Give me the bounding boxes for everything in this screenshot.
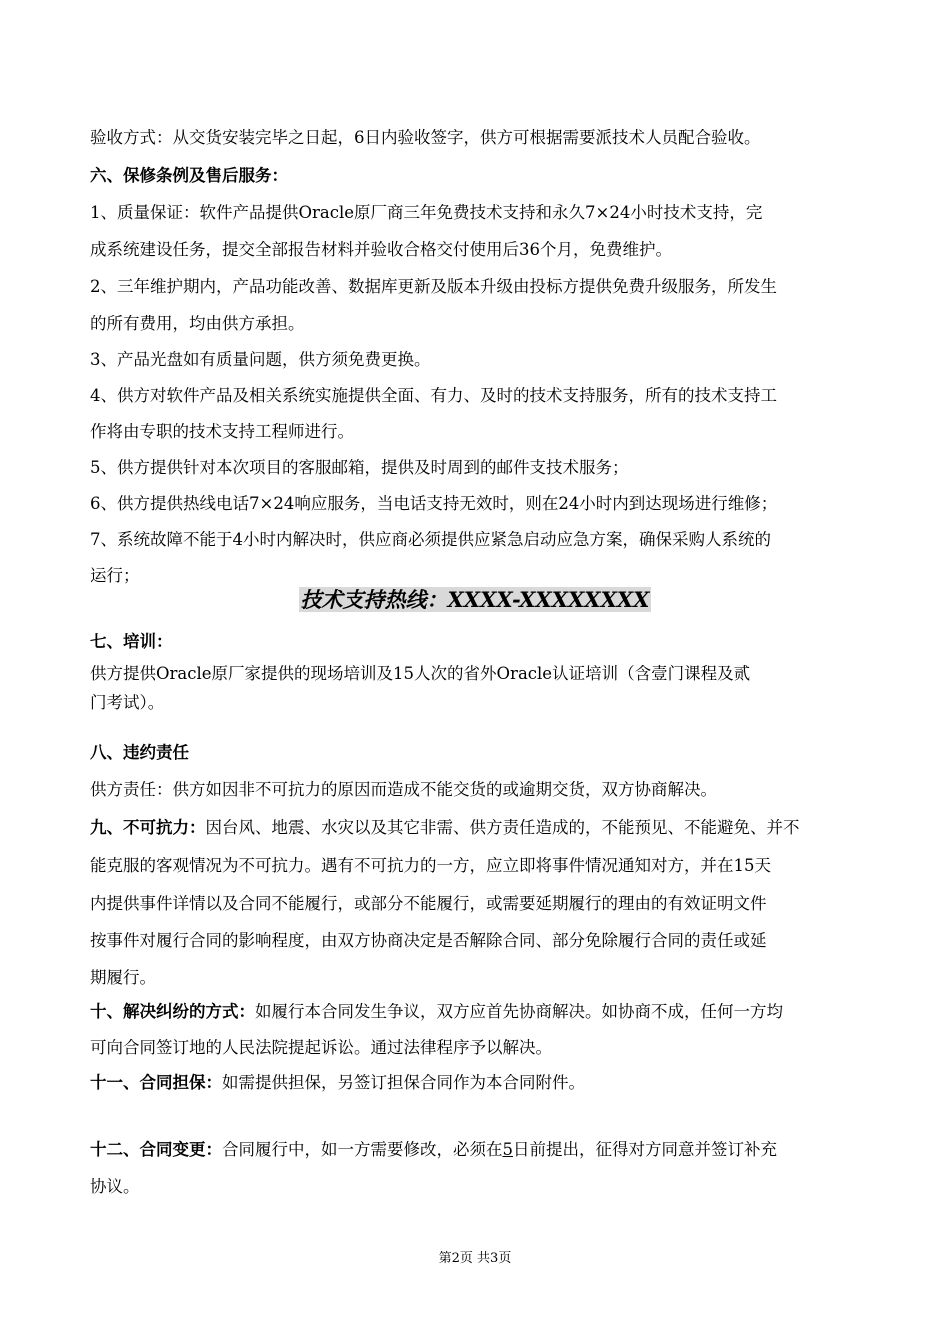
section-7-heading: 七、培训： [90,632,173,651]
section-8-heading: 八、违约责任 [90,743,189,762]
item-1-line-2: 成系统建设任务，提交全部报告材料并验收合格交付使用后36个月，免费维护。 [90,240,672,259]
section-6-heading: 六、保修条例及售后服务： [90,166,288,185]
guarantee-line [90,1064,865,1102]
guarantee-text: 如需提供担保，另签订担保合同作为本合同附件。 [222,1073,585,1092]
item-6: 6、供方提供热线电话7×24响应服务，当电话支持无效时，则在24小时内到达现场进行维修； [90,494,778,513]
page-footer: 第2页 共3页 [438,1251,512,1266]
training-line-2: 门考试）。 [90,693,165,712]
support-hotline-text: 技术支持热线：XXXX-XXXXXXXX [300,587,650,612]
liability-text: 供方责任：供方如因非不可抗力的原因而造成不能交货的或逾期交货，双方协商解决。 [90,780,717,799]
force-majeure-line-1 [90,809,865,847]
dispute-text-1: 如履行本合同发生争议，双方应首先协商解决。如协商不成，任何一方均 [255,1002,783,1021]
change-text-1b: 日前提出，征得对方同意并签订补充 [513,1140,777,1159]
change-line-1 [90,1131,865,1169]
force-majeure-line-2: 能克服的客观情况为不可抗力。遇有不可抗力的一方，应立即将事件情况通知对方，并在15天 [90,856,771,875]
item-5: 5、供方提供针对本次项目的客服邮箱，提供及时周到的邮件支技术服务； [90,458,629,477]
item-1-line-1: 1、质量保证：软件产品提供Oracle原厂商三年免费技术支持和永久7×24小时技术支持，完 [90,203,763,222]
item-3: 3、产品光盘如有质量问题，供方须免费更换。 [90,350,431,369]
dispute-line-1 [90,993,865,1031]
force-majeure-line-5: 期履行。 [90,968,156,987]
support-hotline [0,585,950,615]
section-9-heading: 九、不可抗力： [90,818,206,837]
section-11-heading: 十一、合同担保： [90,1073,222,1092]
item-4-line-2: 作将由专职的技术支持工程师进行。 [90,422,354,441]
change-days: 5 [502,1140,513,1159]
item-7-line-2: 运行； [90,566,140,585]
change-line-2: 协议。 [90,1177,140,1196]
force-majeure-text-1: 因台风、地震、水灾以及其它非需、供方责任造成的，不能预见、不能避免、并不 [205,818,800,837]
force-majeure-line-3: 内提供事件详情以及合同不能履行，或部分不能履行，或需要延期履行的理由的有效证明文件 [90,894,767,913]
item-2-line-1: 2、三年维护期内，产品功能改善、数据库更新及版本升级由投标方提供免费升级服务，所发生 [90,277,777,296]
force-majeure-line-4: 按事件对履行合同的影响程度，由双方协商决定是否解除合同、部分免除履行合同的责任或延 [90,931,767,950]
change-text-1a: 合同履行中，如一方需要修改，必须在 [222,1140,503,1159]
item-4-line-1: 4、供方对软件产品及相关系统实施提供全面、有力、及时的技术支持服务，所有的技术支持工 [90,386,777,405]
section-12-heading: 十二、合同变更： [90,1140,222,1159]
item-7-line-1: 7、系统故障不能于4小时内解决时，供应商必须提供应紧急启动应急方案，确保采购人系统的 [90,530,771,549]
item-2-line-2: 的所有费用，均由供方承担。 [90,314,305,333]
training-line-1: 供方提供Oracle原厂家提供的现场培训及15人次的省外Oracle认证培训（含壹门课程及贰 [90,664,751,683]
acceptance-method: 验收方式：从交货安装完毕之日起，6日内验收签字，供方可根据需要派技术人员配合验收。 [90,128,761,147]
section-10-heading: 十、解决纠纷的方式： [90,1002,255,1021]
dispute-line-2: 可向合同签订地的人民法院提起诉讼。通过法律程序予以解决。 [90,1038,552,1057]
